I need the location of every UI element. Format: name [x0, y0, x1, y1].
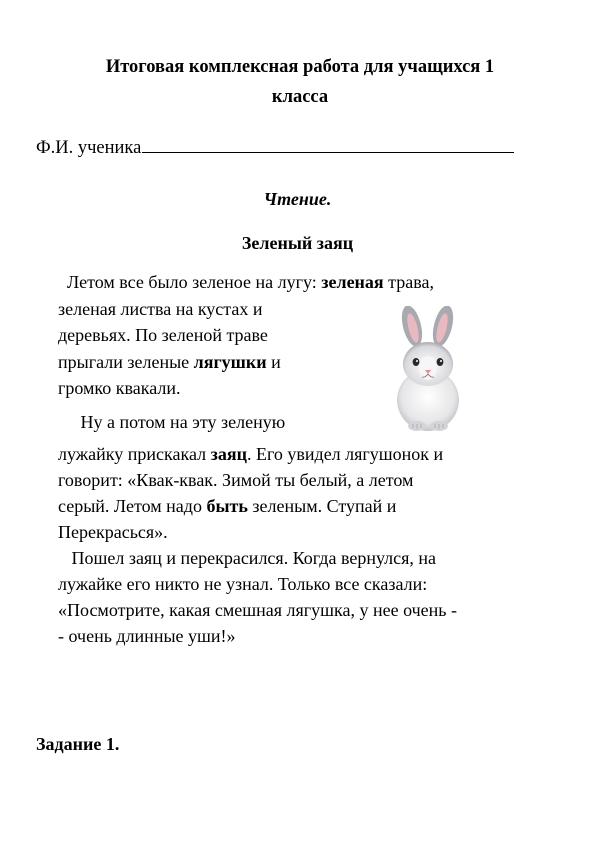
- document-title: [40, 52, 560, 112]
- story-text-segment: лужайке его никто не узнал. Только все сказали:: [58, 574, 428, 594]
- story-text-segment: Перекрасься».: [58, 522, 168, 542]
- rabbit-icon: [385, 306, 471, 434]
- student-name-row: [36, 134, 514, 161]
- story-line: [58, 376, 181, 400]
- story-text-segment: Летом все было зеленое на лугу:: [58, 272, 322, 292]
- story-line: [58, 350, 281, 374]
- story-line: [58, 494, 396, 518]
- title-line-2: класса: [271, 87, 329, 107]
- story-line: [58, 297, 263, 321]
- story-text-segment: говорит: «Квак-квак. Зимой ты белый, а летом: [58, 470, 414, 490]
- story-bold-word: зеленая: [321, 272, 384, 292]
- story-text-segment: трава,: [383, 272, 434, 292]
- story-line: [58, 572, 427, 596]
- story-text-segment: прыгали зеленые: [58, 352, 194, 372]
- story-text-segment: и: [266, 352, 281, 372]
- section-heading: Чтение.: [263, 189, 332, 209]
- story-bold-word: быть: [206, 496, 248, 516]
- story-line: [58, 410, 285, 434]
- story-text-segment: серый. Летом надо: [58, 496, 207, 516]
- story-text-segment: Ну а потом на эту зеленую: [58, 412, 286, 432]
- student-name-blank-line[interactable]: [142, 134, 514, 153]
- story-text-segment: . Его увидел лягушонок и: [246, 444, 444, 464]
- story-text-segment: громко квакали.: [58, 378, 181, 398]
- title-line-1: Итоговая комплексная работа для учащихся 1: [105, 57, 495, 77]
- story-text-segment: «Посмотрите, какая смешная лягушка, у нее очень -: [58, 600, 457, 620]
- story-line: [58, 624, 236, 648]
- story-title: Зеленый заяц: [241, 233, 354, 253]
- story-line: [58, 270, 434, 294]
- story-text-segment: зеленым. Ступай и: [247, 496, 397, 516]
- story-line: [58, 598, 457, 622]
- story-line: [58, 520, 168, 544]
- story-line: [58, 546, 436, 570]
- story-bold-word: лягушки: [193, 352, 267, 372]
- story-text-segment: зеленая листва на кустах и: [58, 299, 263, 319]
- story-text-segment: - очень длинные уши!»: [58, 626, 236, 646]
- student-name-label: Ф.И. ученика: [36, 138, 142, 158]
- task-heading: Задание 1.: [36, 734, 120, 754]
- story-bold-word: заяц: [210, 444, 247, 464]
- story-line: [58, 323, 268, 347]
- story-text-segment: Пошел заяц и перекрасился. Когда вернулся, на: [58, 548, 437, 568]
- story-line: [58, 468, 413, 492]
- story-line: [58, 442, 443, 466]
- story-text-segment: деревьях. По зеленой траве: [58, 325, 268, 345]
- story-text-segment: лужайку прискакал: [58, 444, 211, 464]
